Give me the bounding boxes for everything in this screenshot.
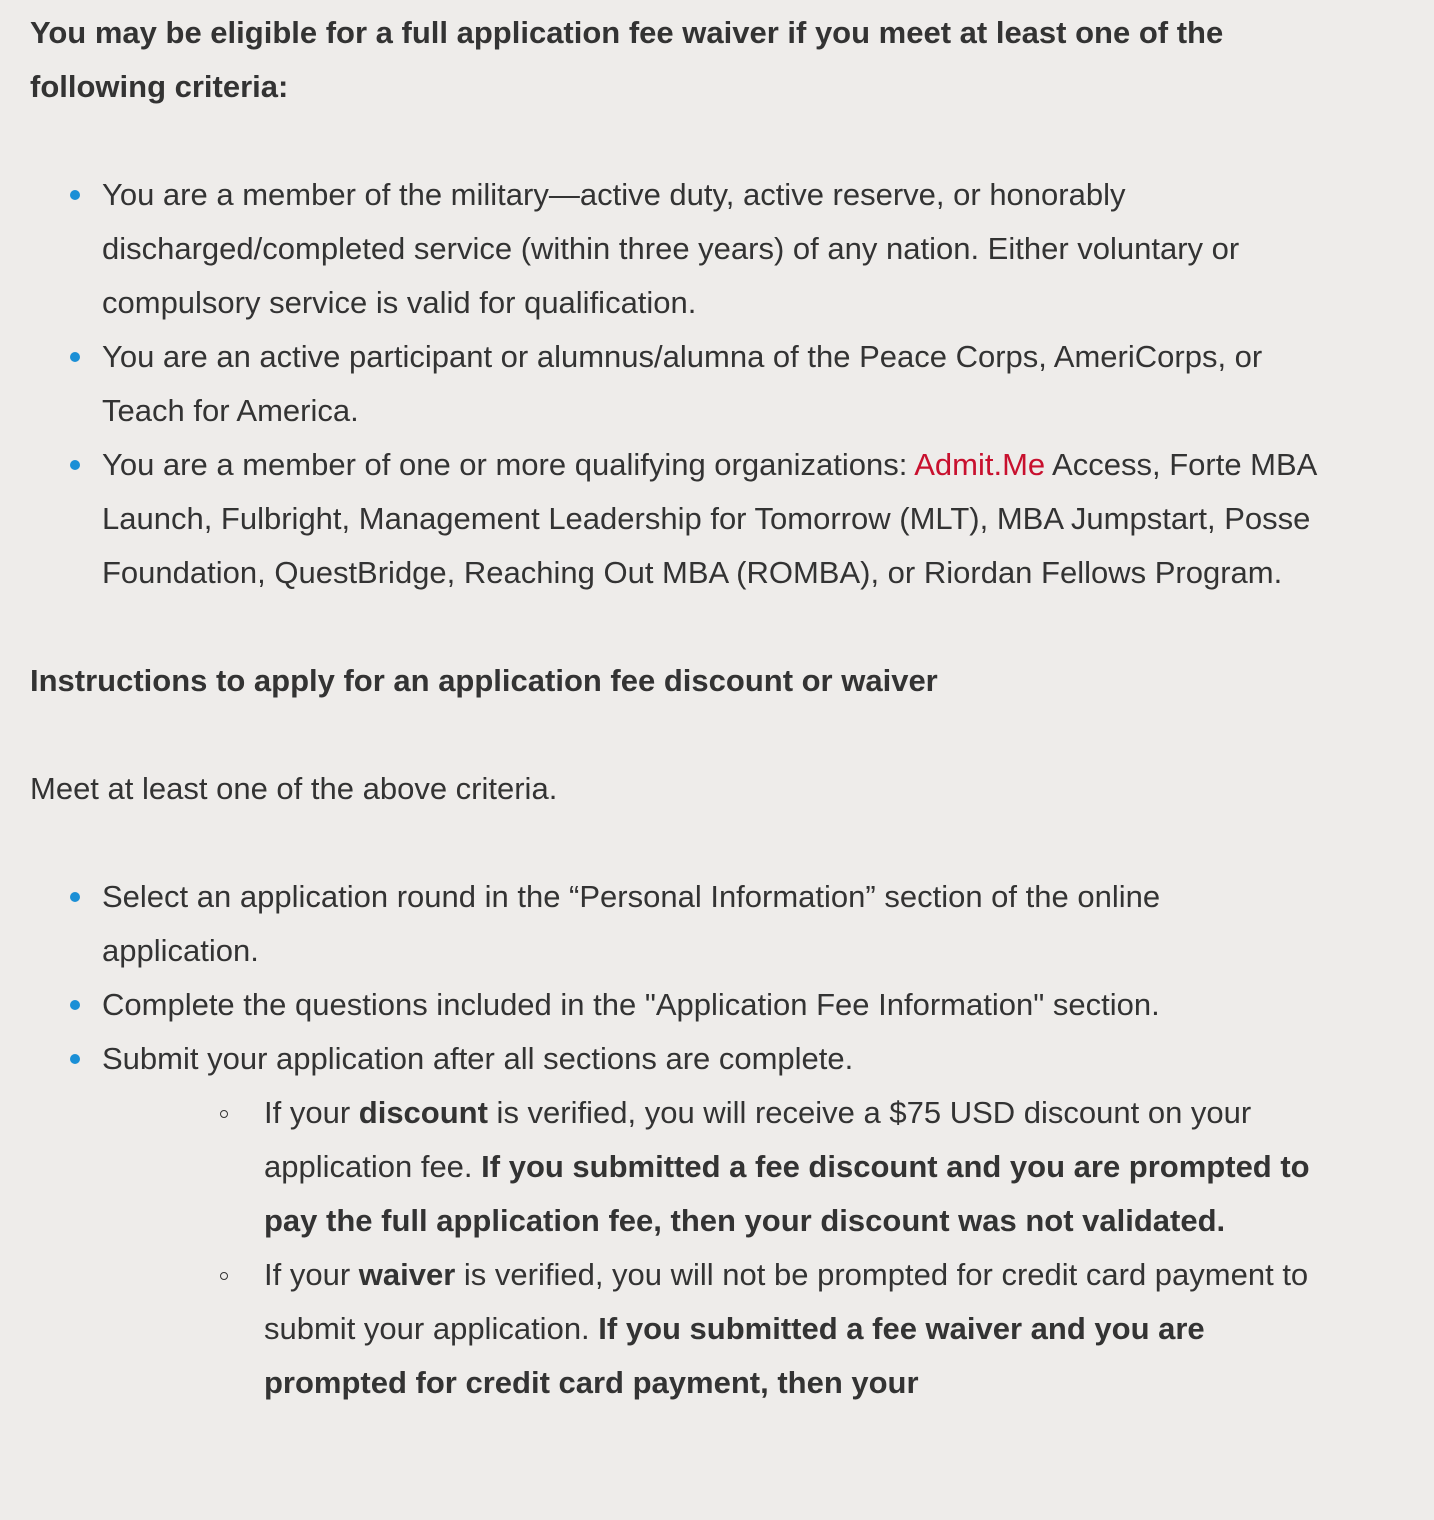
steps-list: [30, 870, 1320, 1410]
criteria-list: [30, 168, 1320, 600]
eligibility-heading: You may be eligible for a full application fee waiver if you meet at least one of the following criteria:: [30, 15, 1224, 104]
instructions-heading: Instructions to apply for an application fee discount or waiver: [30, 663, 938, 698]
step-item: Submit your application after all sections are complete. If your discount is verified, you will receive a $75 USD discount on your application fee. If you submitted a fee discount and you are prompted to pay the full application fee, then your discount was not validated. If your waiver is verified, you will not be prompted for credit card payment to submit your application. If you submitted a fee waiver and you are prompted for credit card payment, then your: [30, 1032, 1320, 1410]
substeps-list: [102, 1086, 1320, 1410]
substep-discount: If your discount is verified, you will receive a $75 USD discount on your application fee. If you submitted a fee discount and you are prompted to pay the full application fee, then your discount was not validated.: [30, 1086, 1320, 1248]
step-item: Select an application round in the “Personal Information” section of the online application.: [30, 870, 1320, 978]
substep-waiver: If your waiver is verified, you will not be prompted for credit card payment to submit your application. If you submitted a fee waiver and you are prompted for credit card payment, then your: [30, 1248, 1320, 1410]
admit-me-link[interactable]: Admit.Me: [914, 447, 1046, 482]
step-item: Complete the questions included in the "Application Fee Information" section.: [30, 978, 1320, 1032]
instructions-intro: Meet at least one of the above criteria.: [30, 771, 558, 806]
criteria-item-organizations: You are a member of one or more qualifying organizations: Admit.Me Access, Forte MBA Launch, Fulbright, Management Leadership for Tomorrow (MLT), MBA Jumpstart, Posse Foundation, QuestBridge, Reaching Out MBA (ROMBA), or Riordan Fellows Program.: [30, 438, 1320, 600]
criteria-item-service: You are an active participant or alumnus/alumna of the Peace Corps, AmeriCorps, or Teach for America.: [30, 330, 1320, 438]
criteria-item-military: You are a member of the military—active duty, active reserve, or honorably discharged/completed service (within three years) of any nation. Either voluntary or compulsory service is valid for qualification.: [30, 168, 1320, 330]
